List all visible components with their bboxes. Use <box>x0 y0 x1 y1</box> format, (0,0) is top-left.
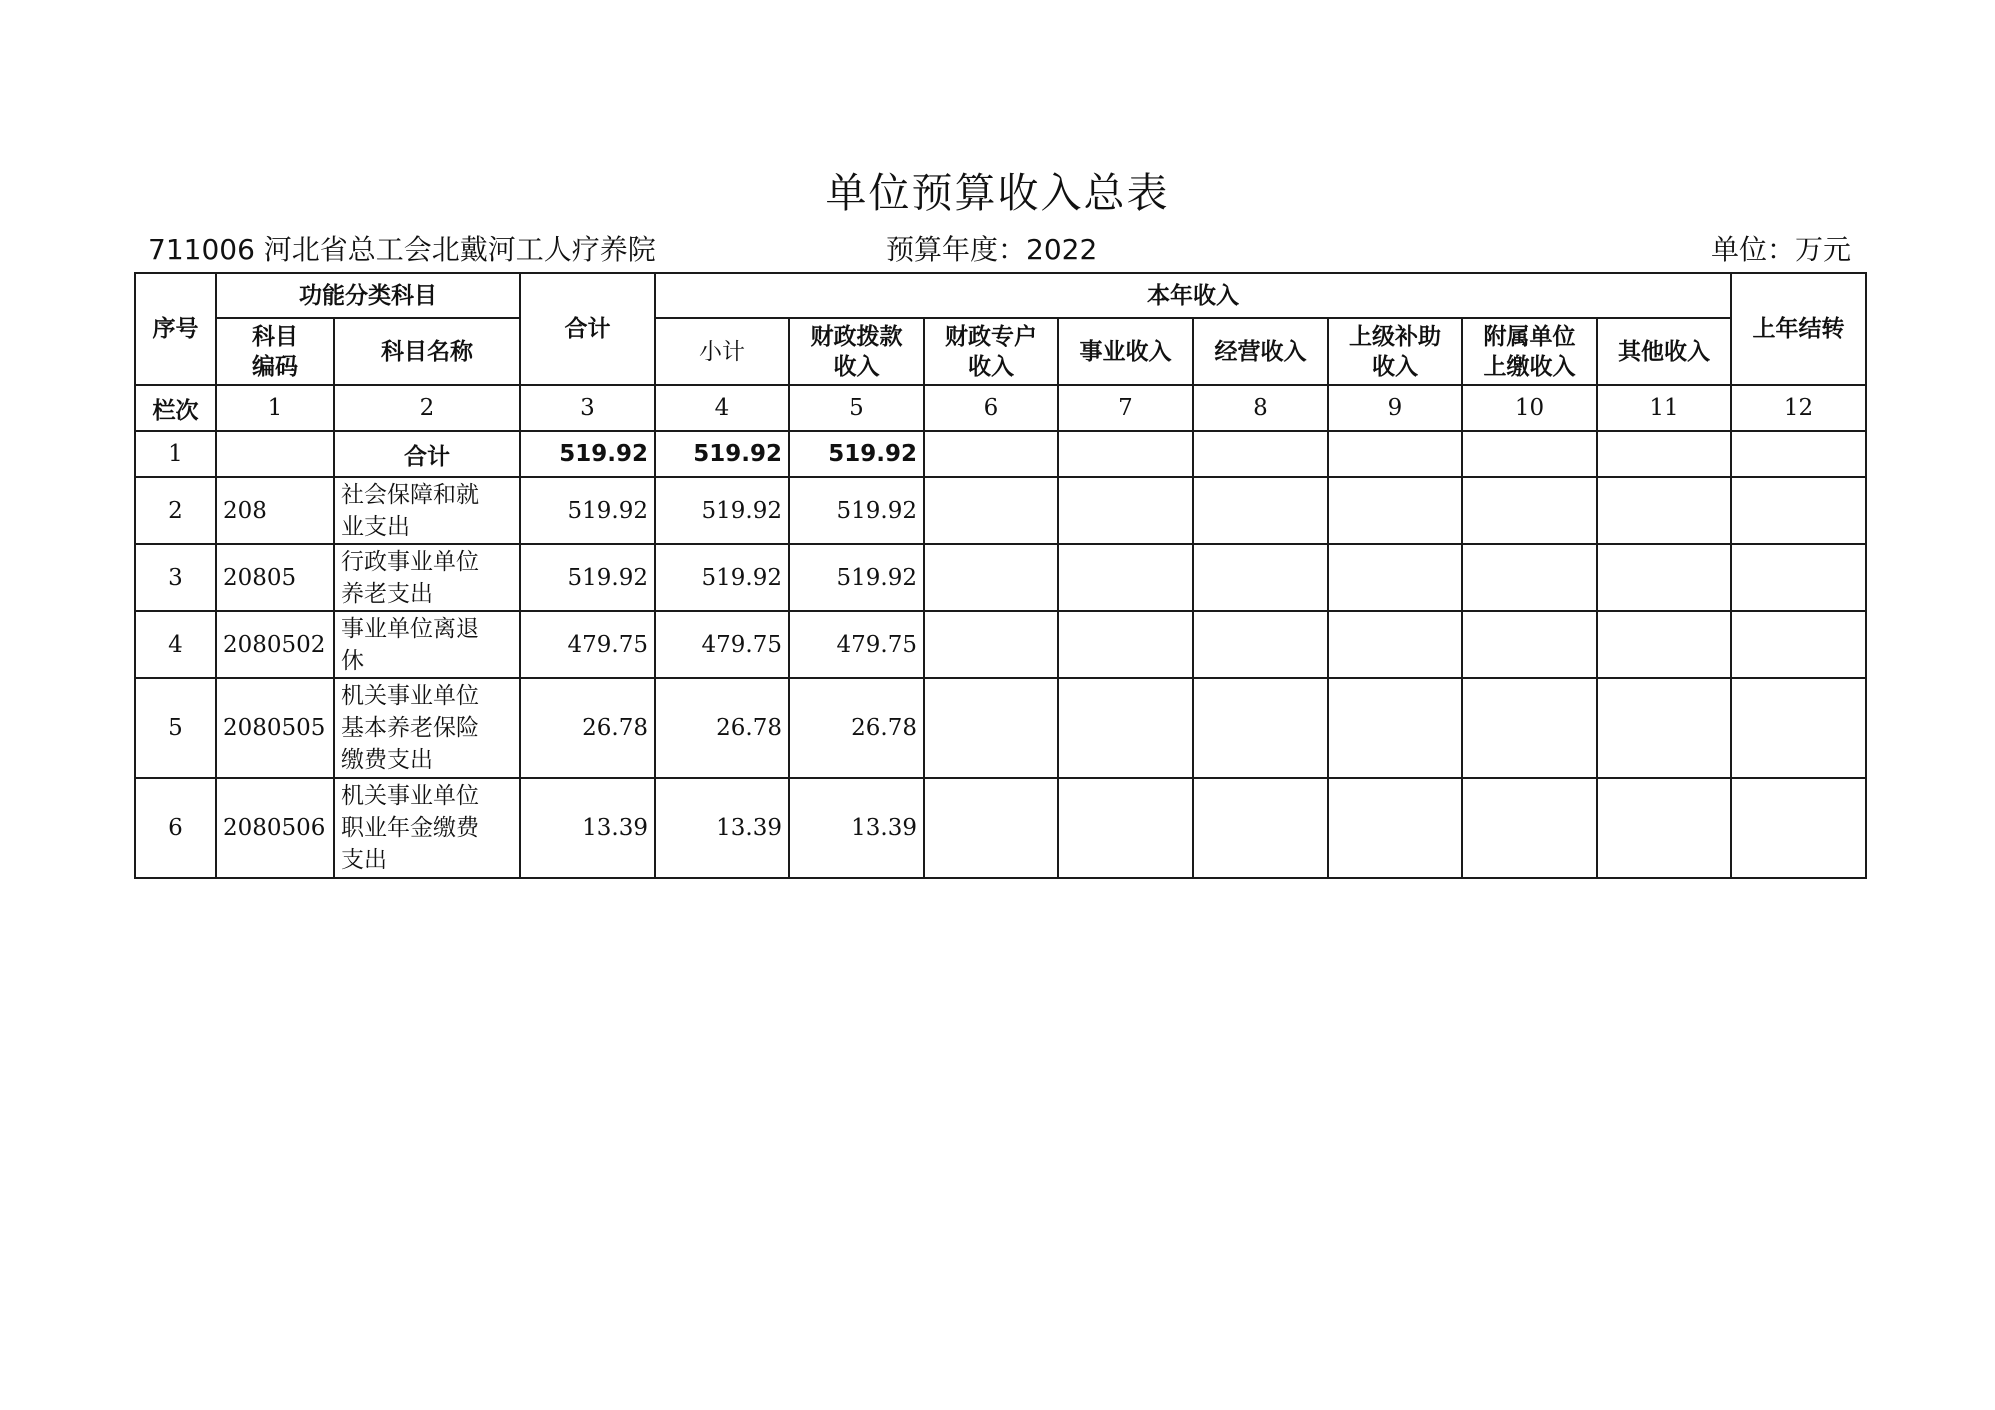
table-row <box>135 431 1866 477</box>
row-subtotal: 519.92 <box>655 431 789 477</box>
empty-cell <box>1731 611 1866 678</box>
row-name: 机关事业单位 基本养老保险 缴费支出 <box>334 678 520 778</box>
table-row <box>135 611 1866 678</box>
header-code: 科目 编码 <box>216 318 334 385</box>
row-code <box>216 431 334 477</box>
empty-cell <box>924 431 1058 477</box>
empty-cell <box>1462 544 1597 611</box>
empty-cell <box>1462 431 1597 477</box>
table-row <box>135 477 1866 544</box>
header-fiscal-special: 财政专户 收入 <box>924 318 1058 385</box>
row-fiscal: 519.92 <box>789 544 924 611</box>
header-seq: 序号 <box>135 273 216 385</box>
row-fiscal: 519.92 <box>789 431 924 477</box>
row-code: 2080502 <box>216 611 334 678</box>
row-total: 479.75 <box>520 611 655 678</box>
empty-cell <box>924 678 1058 778</box>
empty-cell <box>1193 431 1328 477</box>
empty-cell <box>1731 431 1866 477</box>
row-seq: 4 <box>135 611 216 678</box>
empty-cell <box>924 778 1058 878</box>
row-fiscal: 26.78 <box>789 678 924 778</box>
row-subtotal: 13.39 <box>655 778 789 878</box>
column-number: 12 <box>1731 385 1866 431</box>
header-other-income: 其他收入 <box>1597 318 1731 385</box>
row-name: 机关事业单位 职业年金缴费 支出 <box>334 778 520 878</box>
column-number: 3 <box>520 385 655 431</box>
budget-income-table <box>134 272 1867 879</box>
header-superior-subsidy: 上级补助 收入 <box>1328 318 1462 385</box>
row-subtotal: 519.92 <box>655 544 789 611</box>
empty-cell <box>1731 544 1866 611</box>
row-seq: 3 <box>135 544 216 611</box>
unit-name: 711006 河北省总工会北戴河工人疗养院 <box>148 233 656 266</box>
empty-cell <box>1597 611 1731 678</box>
row-fiscal: 13.39 <box>789 778 924 878</box>
empty-cell <box>1462 678 1597 778</box>
empty-cell <box>1597 544 1731 611</box>
empty-cell <box>1597 477 1731 544</box>
row-code: 20805 <box>216 544 334 611</box>
header-career-income: 事业收入 <box>1058 318 1193 385</box>
empty-cell <box>1058 678 1193 778</box>
empty-cell <box>1462 611 1597 678</box>
column-number: 栏次 <box>135 385 216 431</box>
empty-cell <box>1193 678 1328 778</box>
column-number: 9 <box>1328 385 1462 431</box>
empty-cell <box>1731 678 1866 778</box>
currency-unit: 单位：万元 <box>1710 233 1851 266</box>
empty-cell <box>1462 778 1597 878</box>
row-seq: 2 <box>135 477 216 544</box>
empty-cell <box>1058 778 1193 878</box>
empty-cell <box>1193 477 1328 544</box>
empty-cell <box>1328 611 1462 678</box>
row-name: 合计 <box>334 431 520 477</box>
empty-cell <box>1597 778 1731 878</box>
row-fiscal: 479.75 <box>789 611 924 678</box>
column-number: 5 <box>789 385 924 431</box>
empty-cell <box>924 611 1058 678</box>
row-name: 社会保障和就 业支出 <box>334 477 520 544</box>
header-total: 合计 <box>520 273 655 385</box>
empty-cell <box>1731 778 1866 878</box>
row-subtotal: 479.75 <box>655 611 789 678</box>
column-number: 2 <box>334 385 520 431</box>
row-total: 519.92 <box>520 431 655 477</box>
empty-cell <box>1328 477 1462 544</box>
header-fiscal-allocation: 财政拨款 收入 <box>789 318 924 385</box>
header-affiliated-payment: 附属单位 上缴收入 <box>1462 318 1597 385</box>
header-subtotal: 小计 <box>655 318 789 385</box>
row-total: 519.92 <box>520 544 655 611</box>
header-name: 科目名称 <box>334 318 520 385</box>
row-total: 13.39 <box>520 778 655 878</box>
row-fiscal: 519.92 <box>789 477 924 544</box>
row-total: 26.78 <box>520 678 655 778</box>
empty-cell <box>1058 544 1193 611</box>
row-seq: 6 <box>135 778 216 878</box>
header-operating-income: 经营收入 <box>1193 318 1328 385</box>
empty-cell <box>1328 778 1462 878</box>
header-income-group: 本年收入 <box>655 273 1731 318</box>
empty-cell <box>924 477 1058 544</box>
column-number: 4 <box>655 385 789 431</box>
column-number: 6 <box>924 385 1058 431</box>
empty-cell <box>1058 611 1193 678</box>
empty-cell <box>1597 678 1731 778</box>
table-row <box>135 544 1866 611</box>
empty-cell <box>1193 611 1328 678</box>
empty-cell <box>1328 678 1462 778</box>
header-func-group: 功能分类科目 <box>216 273 520 318</box>
empty-cell <box>1462 477 1597 544</box>
row-subtotal: 519.92 <box>655 477 789 544</box>
empty-cell <box>1597 431 1731 477</box>
row-seq: 1 <box>135 431 216 477</box>
column-number: 11 <box>1597 385 1731 431</box>
row-total: 519.92 <box>520 477 655 544</box>
empty-cell <box>1328 544 1462 611</box>
row-code: 2080506 <box>216 778 334 878</box>
column-number-row <box>135 385 1866 431</box>
row-code: 2080505 <box>216 678 334 778</box>
budget-year: 预算年度：2022 <box>886 233 1098 266</box>
row-name: 行政事业单位 养老支出 <box>334 544 520 611</box>
empty-cell <box>1328 431 1462 477</box>
empty-cell <box>1193 544 1328 611</box>
header-prior-carryover: 上年结转 <box>1731 273 1866 385</box>
empty-cell <box>924 544 1058 611</box>
row-subtotal: 26.78 <box>655 678 789 778</box>
table-row <box>135 778 1866 878</box>
column-number: 7 <box>1058 385 1193 431</box>
empty-cell <box>1193 778 1328 878</box>
column-number: 8 <box>1193 385 1328 431</box>
table-row <box>135 678 1866 778</box>
page-title: 单位预算收入总表 <box>825 169 1170 217</box>
column-number: 10 <box>1462 385 1597 431</box>
empty-cell <box>1058 431 1193 477</box>
empty-cell <box>1058 477 1193 544</box>
row-seq: 5 <box>135 678 216 778</box>
column-number: 1 <box>216 385 334 431</box>
row-name: 事业单位离退 休 <box>334 611 520 678</box>
empty-cell <box>1731 477 1866 544</box>
row-code: 208 <box>216 477 334 544</box>
